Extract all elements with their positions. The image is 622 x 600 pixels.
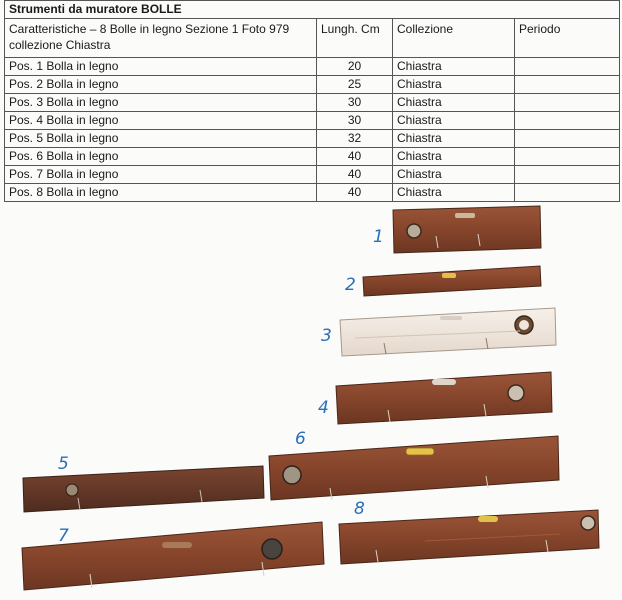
spirit-level-4 [336, 372, 552, 424]
table-row [5, 166, 620, 184]
row-length: 25 [317, 76, 393, 94]
header-caratteristiche-line2: collezione Chiastra [9, 38, 111, 52]
row-desc: Pos. 4 Bolla in legno [5, 112, 317, 130]
row-collection: Chiastra [393, 130, 515, 148]
label-4: 4 [318, 398, 329, 418]
row-collection: Chiastra [393, 76, 515, 94]
table-row [5, 58, 620, 76]
row-desc: Pos. 1 Bolla in legno [5, 58, 317, 76]
row-collection: Chiastra [393, 148, 515, 166]
row-period [515, 94, 620, 112]
spirit-level-8 [339, 510, 599, 564]
row-collection: Chiastra [393, 166, 515, 184]
spirit-level-2 [363, 266, 541, 296]
table-row [5, 130, 620, 148]
row-length: 30 [317, 94, 393, 112]
label-3: 3 [321, 326, 332, 346]
row-length: 32 [317, 130, 393, 148]
row-desc: Pos. 2 Bolla in legno [5, 76, 317, 94]
spirit-levels-illustration [0, 198, 622, 600]
row-period [515, 112, 620, 130]
row-period [515, 130, 620, 148]
table-row [5, 94, 620, 112]
row-length: 40 [317, 184, 393, 202]
table-row [5, 112, 620, 130]
row-collection: Chiastra [393, 58, 515, 76]
table-title: Strumenti da muratore BOLLE [5, 1, 620, 19]
row-length: 20 [317, 58, 393, 76]
header-lunghezza: Lungh. Cm [317, 19, 393, 58]
header-periodo: Periodo [515, 19, 620, 58]
spirit-level-6 [269, 436, 559, 500]
header-caratteristiche-line1: Caratteristiche – 8 Bolle in legno Sezione 1 Foto 979 [9, 22, 290, 36]
row-collection: Chiastra [393, 112, 515, 130]
row-period [515, 76, 620, 94]
row-period [515, 58, 620, 76]
row-desc: Pos. 6 Bolla in legno [5, 148, 317, 166]
header-caratteristiche [5, 19, 317, 58]
spirit-level-3 [340, 308, 556, 356]
label-2: 2 [345, 275, 356, 295]
label-6: 6 [295, 429, 306, 449]
spirit-level-1 [393, 206, 541, 253]
row-length: 40 [317, 166, 393, 184]
row-desc: Pos. 5 Bolla in legno [5, 130, 317, 148]
spirit-levels-photo [0, 198, 622, 600]
row-desc: Pos. 3 Bolla in legno [5, 94, 317, 112]
table-row [5, 148, 620, 166]
row-desc: Pos. 7 Bolla in legno [5, 166, 317, 184]
row-length: 40 [317, 148, 393, 166]
row-period [515, 166, 620, 184]
label-1: 1 [373, 227, 384, 247]
inventory-table [4, 0, 620, 202]
table-row [5, 76, 620, 94]
label-7: 7 [58, 526, 69, 546]
row-desc: Pos. 8 Bolla in legno [5, 184, 317, 202]
row-collection: Chiastra [393, 184, 515, 202]
row-length: 30 [317, 112, 393, 130]
label-5: 5 [58, 454, 69, 474]
header-collezione: Collezione [393, 19, 515, 58]
row-period [515, 148, 620, 166]
row-collection: Chiastra [393, 94, 515, 112]
label-8: 8 [354, 499, 365, 519]
